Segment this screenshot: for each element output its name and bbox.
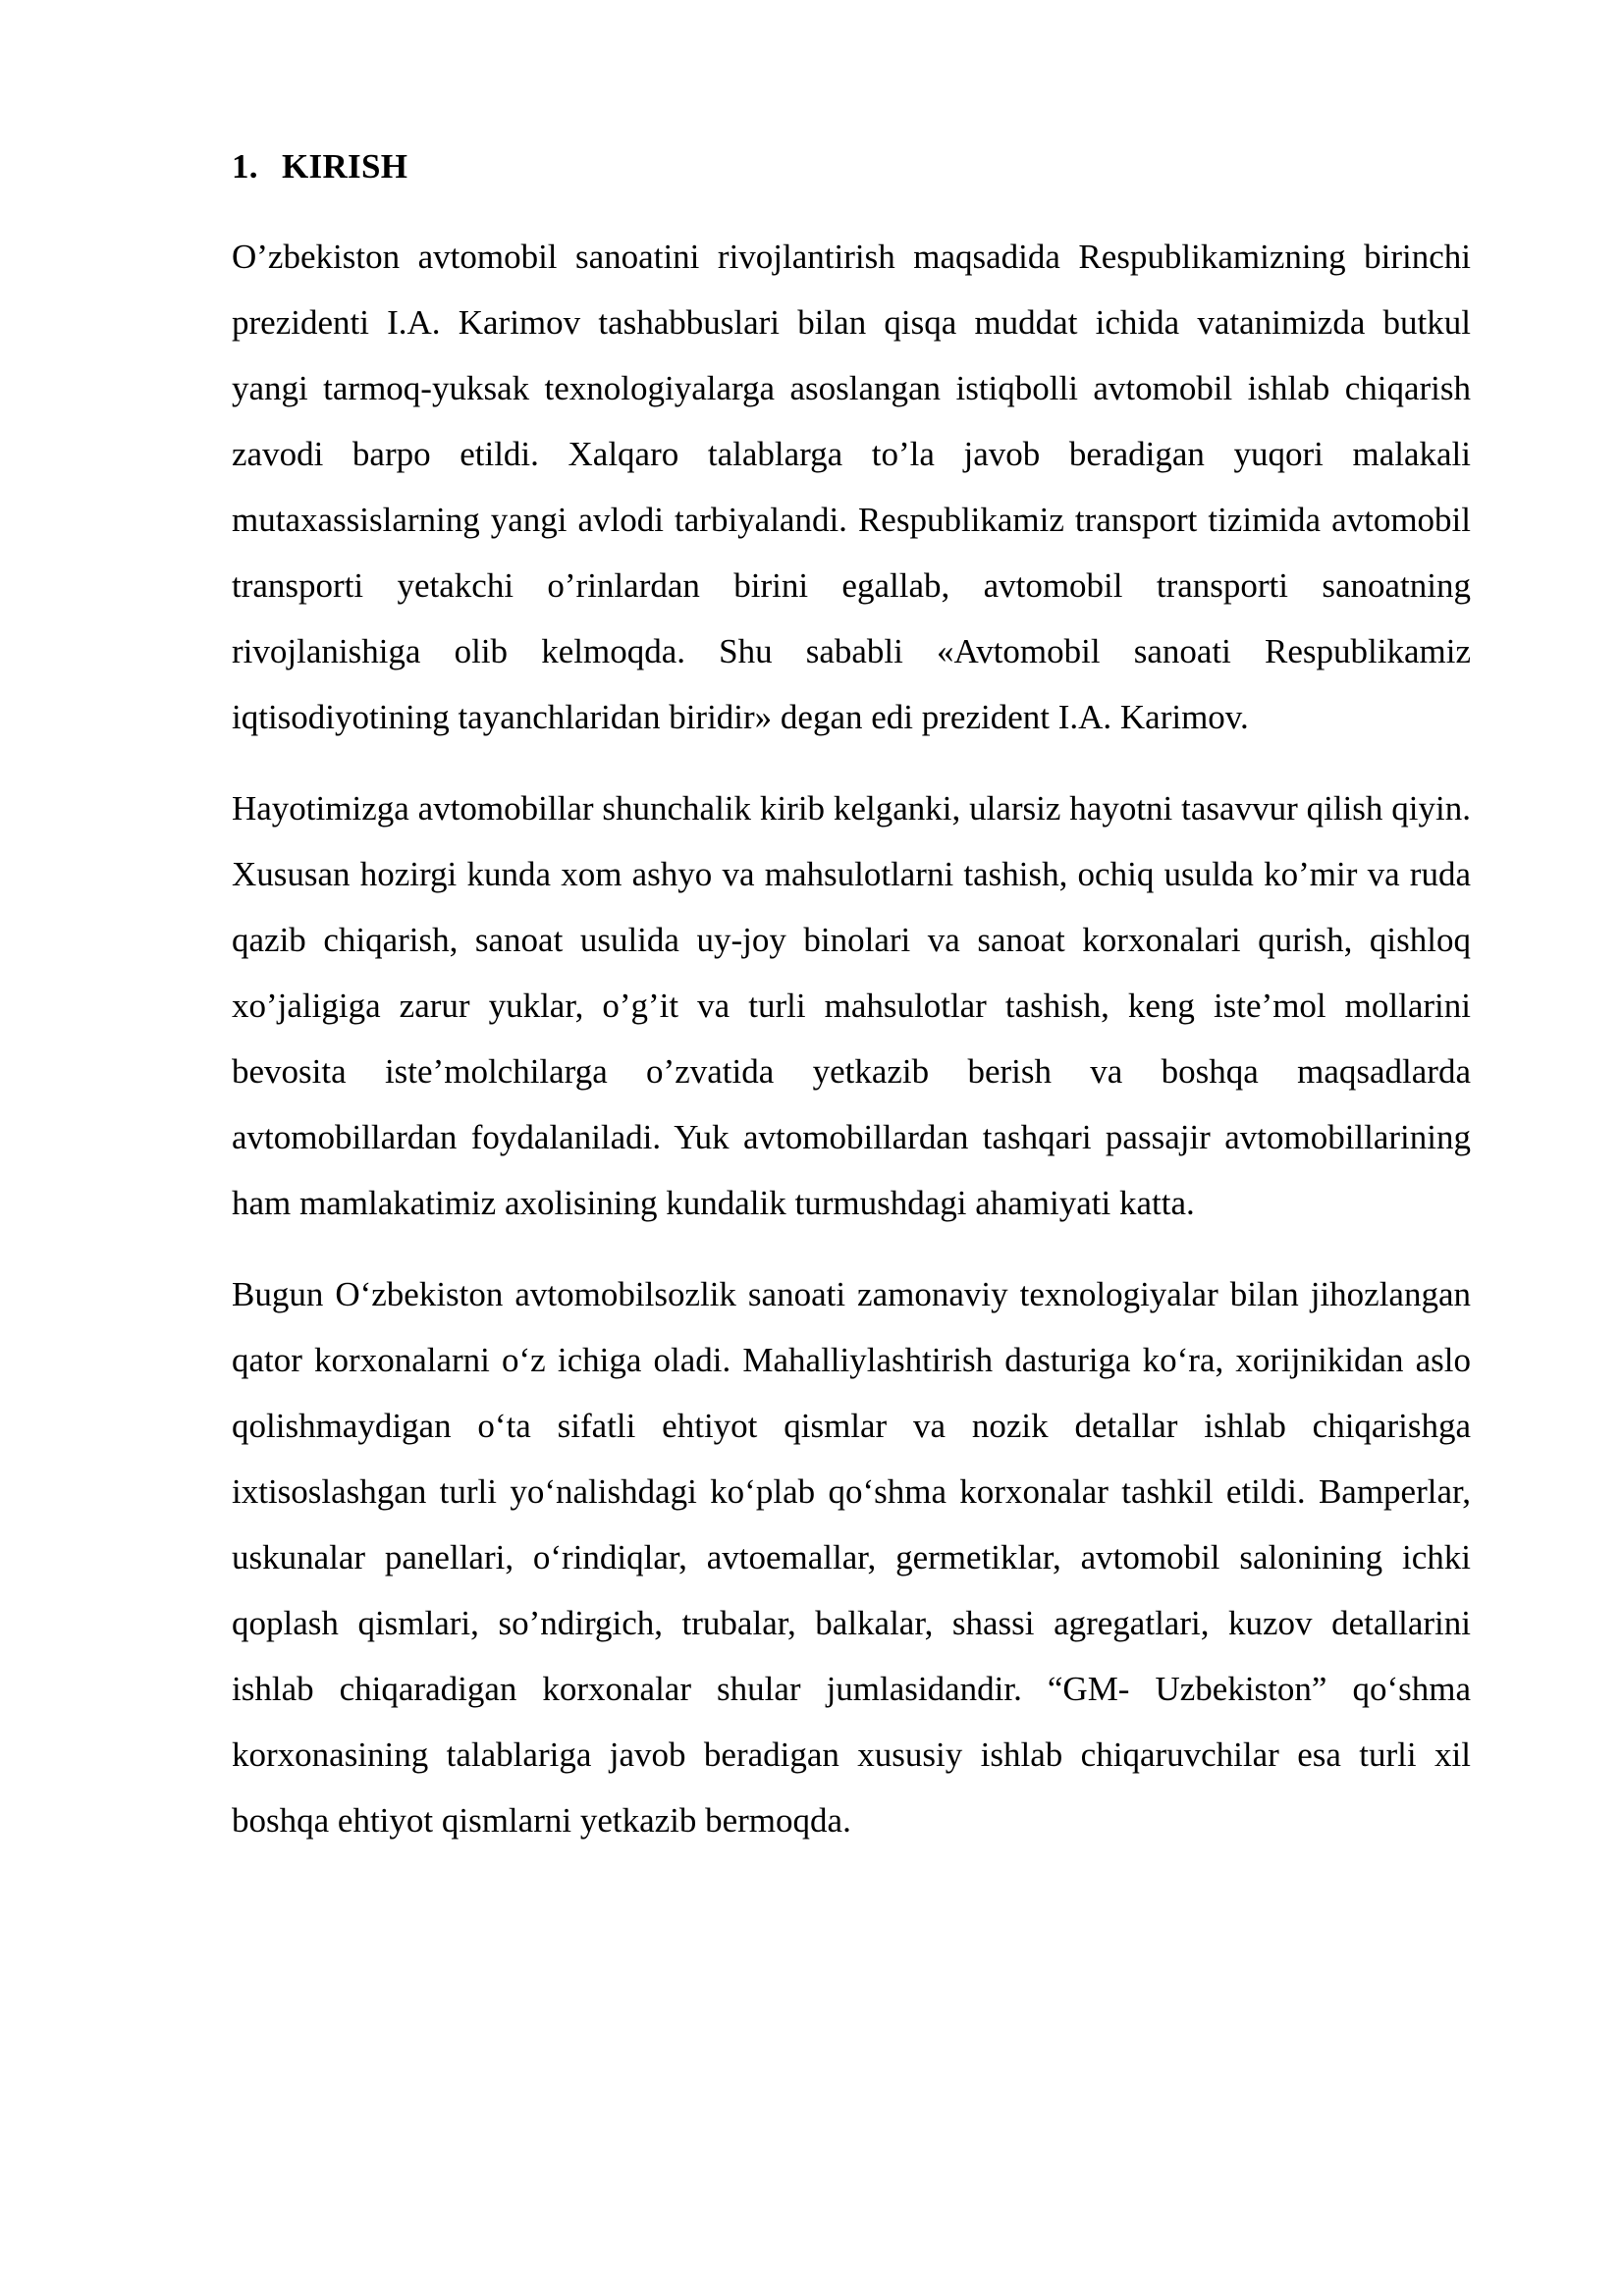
page-content [232, 147, 1471, 1879]
section-title: KIRISH [282, 147, 408, 186]
section-number: 1. [232, 147, 258, 186]
section-heading [232, 147, 1471, 187]
paragraph: Bugun O‘zbekiston avtomobilsozlik sanoati zamonaviy texnologiyalar bilan jihozlangan qator korxonalarni o‘z ichiga oladi. Mahalliylashtirish dasturiga ko‘ra, xorijnikidan aslo qolishmaydigan o‘ta sifatli ehtiyot qismlar va nozik detallar ishlab chiqarishga ixtisoslashgan turli yo‘nalishdagi ko‘plab qo‘shma korxonalar tashkil etildi. Bamperlar, uskunalar panellari, o‘rindiqlar, avtoemallar, germetiklar, avtomobil salonining ichki qoplash qismlari, so’ndirgich, trubalar, balkalar, shassi agregatlari, kuzov detallarini ishlab chiqaradigan korxonalar shular jumlasidandir. “GM- Uzbekiston” qo‘shma korxonasining talablariga javob beradigan xususiy ishlab chiqaruvchilar esa turli xil boshqa ehtiyot qismlarni yetkazib bermoqda. [232, 1275, 1471, 1840]
paragraph: O’zbekiston avtomobil sanoatini rivojlantirish maqsadida Respublikamizning birinchi prezidenti I.A. Karimov tashabbuslari bilan qisqa muddat ichida vatanimizda butkul yangi tarmoq-yuksak texnologiyalarga asoslangan istiqbolli avtomobil ishlab chiqarish zavodi barpo etildi. Xalqaro talablarga to’la javob beradigan yuqori malakali mutaxassislarning yangi avlodi tarbiyalandi. Respublikamiz transport tizimida avtomobil transporti yetakchi o’rinlardan birini egallab, avtomobil transporti sanoatning rivojlanishiga olib kelmoqda. Shu sababli «Avtomobil sanoati Respublikamiz iqtisodiyotining tayanchlaridan biridir» degan edi prezident I.A. Karimov. [232, 238, 1471, 736]
paragraph: Hayotimizga avtomobillar shunchalik kirib kelganki, ularsiz hayotni tasavvur qilish qiyin. Xususan hozirgi kunda xom ashyo va mahsulotlarni tashish, ochiq usulda ko’mir va ruda qazib chiqarish, sanoat usulida uy-joy binolari va sanoat korxonalari qurish, qishloq xo’jaligiga zarur yuklar, o’g’it va turli mahsulotlar tashish, keng iste’mol mollarini bevosita iste’molchilarga o’zvatida yetkazib berish va boshqa maqsadlarda avtomobillardan foydalaniladi. Yuk avtomobillardan tashqari passajir avtomobillarining ham mamlakatimiz axolisining kundalik turmushdagi ahamiyati katta. [232, 789, 1471, 1222]
